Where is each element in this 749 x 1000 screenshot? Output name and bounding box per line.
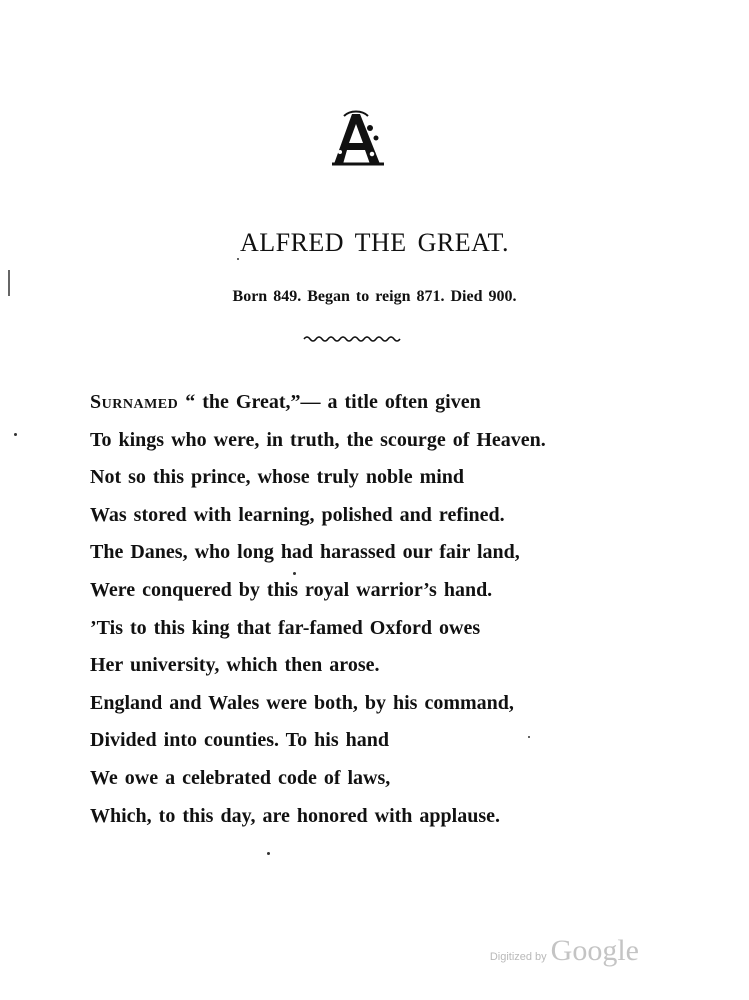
poem-line: Her university, which then arose. xyxy=(90,654,380,677)
wavy-rule-icon xyxy=(302,332,404,346)
page-title: ALFRED THE GREAT. xyxy=(239,228,510,257)
poem-first-word: Surnamed xyxy=(90,391,179,413)
poem-line xyxy=(90,384,710,422)
life-dates: Born 849. Began to reign 871. Died 900. xyxy=(232,288,517,305)
poem-line: England and Wales were both, by his command, xyxy=(90,691,514,714)
scan-speck xyxy=(237,258,239,260)
poem-line: ’Tis to this king that far-famed Oxford owes xyxy=(90,616,481,639)
poem-first-line-rest: “ the Great,”— a title often given xyxy=(178,391,481,413)
scan-speck xyxy=(293,572,296,575)
poem-line: Divided into counties. To his hand xyxy=(90,729,389,752)
scan-speck xyxy=(267,852,270,855)
poem-line: Was stored with learning, polished and refined. xyxy=(90,503,505,526)
poem xyxy=(90,384,710,835)
scan-speck xyxy=(14,433,17,436)
poem-line: To kings who were, in truth, the scourge of Heaven. xyxy=(90,428,546,451)
digitized-watermark xyxy=(490,934,639,974)
poem-line: Which, to this day, are honored with applause. xyxy=(90,804,501,827)
watermark-logo: Google xyxy=(550,934,639,967)
poem-line: The Danes, who long had harassed our fair land, xyxy=(90,541,520,564)
scan-edge-mark xyxy=(8,270,10,296)
scan-speck xyxy=(528,736,530,738)
decorated-initial-icon xyxy=(330,108,386,168)
watermark-prefix: Digitized by xyxy=(489,951,547,963)
poem-line: We owe a celebrated code of laws, xyxy=(90,766,391,789)
poem-line: Not so this prince, whose truly noble mind xyxy=(90,466,465,489)
poem-line: Were conquered by this royal warrior’s hand. xyxy=(90,578,493,601)
